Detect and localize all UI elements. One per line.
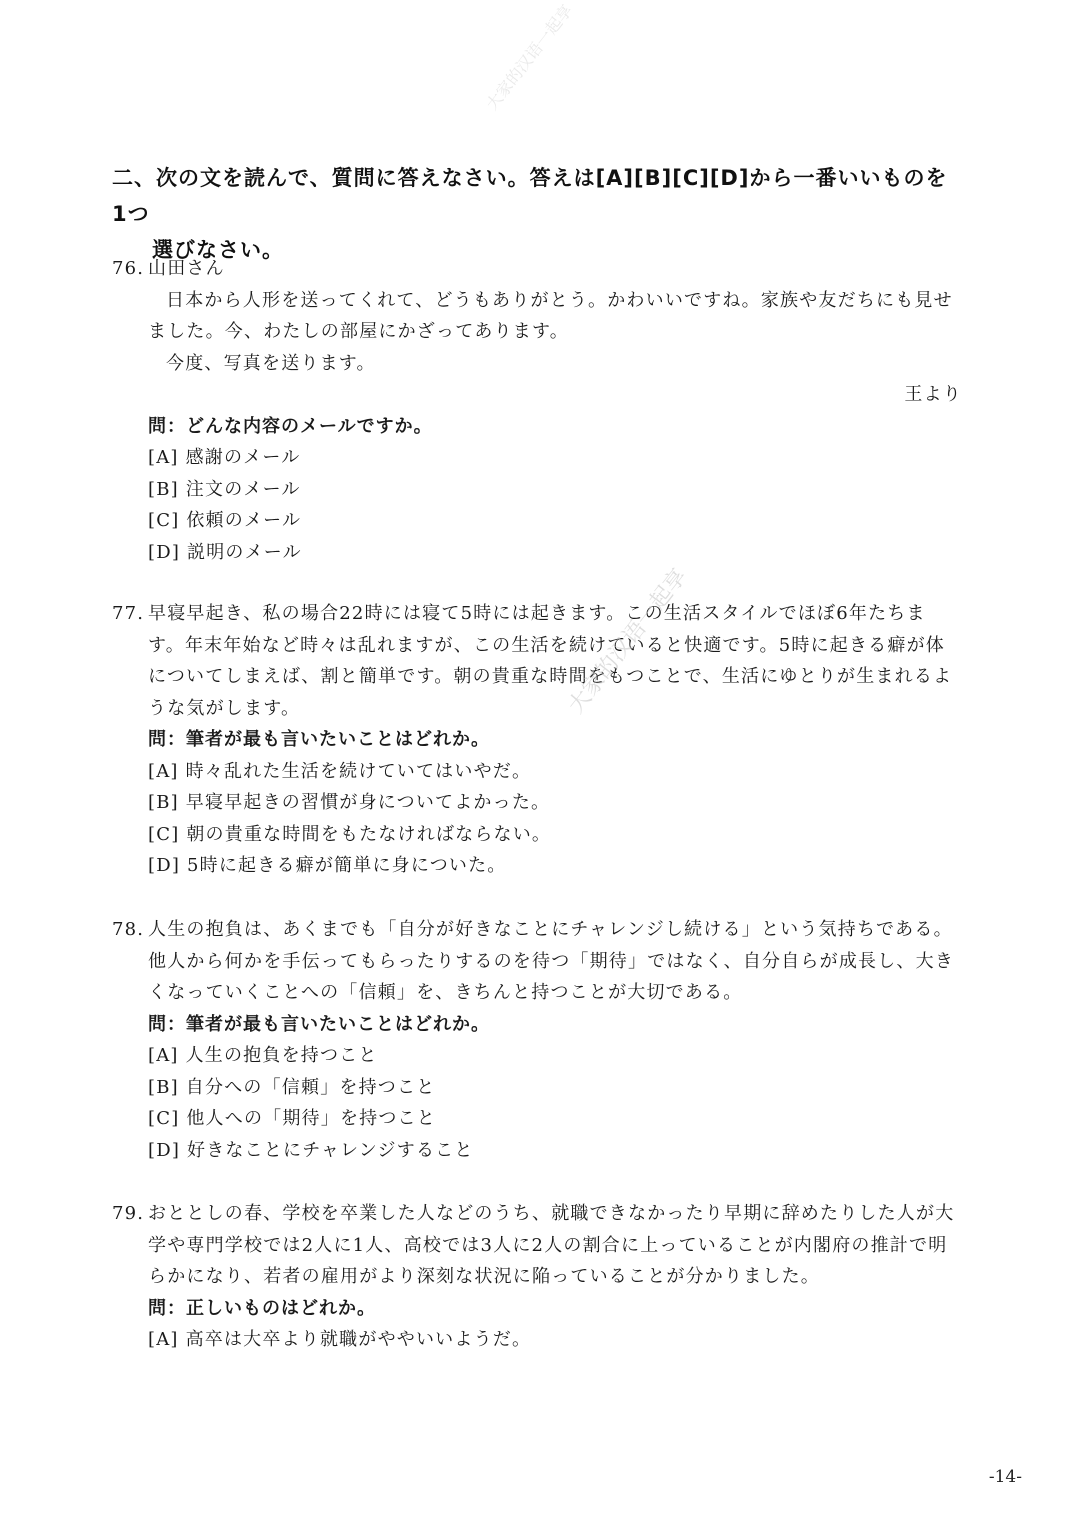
question-number: 78. [112, 919, 145, 940]
answer-option-c: [C] 朝の貴重な時間をもたなければならない。 [148, 823, 552, 845]
watermark-top: 大家的汉语一起享 [482, 0, 577, 114]
passage-text: 早寝早起き、私の場合22時には寝て5時には起きます。この生活スタイルでほぼ6年たちます。年末年始など時々は乱れますが、この生活を続けていると快適です。5時に起きる癖が体についてしまえば、割と簡単です。朝の貴重な時間をもつことで、生活にゆとりが生まれるような気がします。 [148, 603, 953, 719]
question-number: 79. [112, 1203, 145, 1224]
question-78 [112, 914, 962, 1166]
email-body-paragraph: 今度、写真を送ります。 [166, 352, 376, 374]
question-number: 77. [112, 603, 145, 624]
question-prompt: 問：筆者が最も言いたいことはどれか。 [148, 729, 490, 750]
answer-option-b: [B] 注文のメール [148, 478, 301, 500]
question-77 [112, 598, 962, 882]
answer-option-a: [A] 人生の抱負を持つこと [148, 1045, 378, 1066]
question-prompt: 問：正しいものはどれか。 [148, 1297, 376, 1319]
answer-option-d: [D] 5時に起きる癖が簡単に身についた。 [148, 855, 507, 876]
question-number: 76. [112, 258, 145, 279]
section-title [112, 160, 962, 268]
answer-option-b: [B] 自分への「信頼」を持つこと [148, 1076, 436, 1098]
page-number: -14- [988, 1467, 1022, 1487]
answer-option-b: [B] 早寝早起きの習慣が身についてよかった。 [148, 792, 551, 813]
passage-text: 人生の抱負は、あくまでも「自分が好きなことにチャレンジし続ける」という気持ちである。他人から何かを手伝ってもらったりするのを待つ「期待」ではなく、自分自らが成長し、大きくなっていくことへの「信頼」を、きちんと持つことが大切である。 [148, 919, 955, 1003]
section-instruction-line1: 二、次の文を読んで、質問に答えなさい。答えは[A][B][C][D]から一番いいものを1つ [112, 166, 948, 226]
answer-option-a: [A] 感謝のメール [148, 447, 301, 468]
watermark: 大家的汉语一起享 [563, 564, 693, 719]
email-greeting: 山田さん [148, 258, 225, 279]
answer-option-d: [D] 好きなことにチャレンジすること [148, 1139, 474, 1161]
email-signature: 王より [904, 384, 962, 405]
answer-option-c: [C] 依頼のメール [148, 510, 302, 531]
question-79 [112, 1198, 962, 1356]
answer-option-d: [D] 説明のメール [148, 541, 302, 563]
question-prompt: 問：筆者が最も言いたいことはどれか。 [148, 1013, 490, 1035]
section-instruction-line2: 選びなさい。 [152, 238, 284, 262]
answer-option-c: [C] 他人への「期待」を持つこと [148, 1108, 436, 1129]
email-body-paragraph: 日本から人形を送ってくれて、どうもありがとう。かわいいですね。家族や友だちにも見せました。今、わたしの部屋にかざってあります。 [148, 289, 953, 342]
question-76 [112, 253, 962, 568]
answer-option-a: [A] 高卒は大卒より就職がややいいようだ。 [148, 1329, 532, 1350]
answer-option-a: [A] 時々乱れた生活を続けていてはいやだ。 [148, 760, 532, 782]
passage-text: おととしの春、学校を卒業した人などのうち、就職できなかったり早期に辞めたりした人が大学や専門学校では2人に1人、高校では3人に2人の割合に上っていることが内閣府の推計で明らかになり、若者の雇用がより深刻な状況に陥っていることが分かりました。 [148, 1203, 955, 1287]
question-prompt: 問：どんな内容のメールですか。 [148, 415, 433, 437]
